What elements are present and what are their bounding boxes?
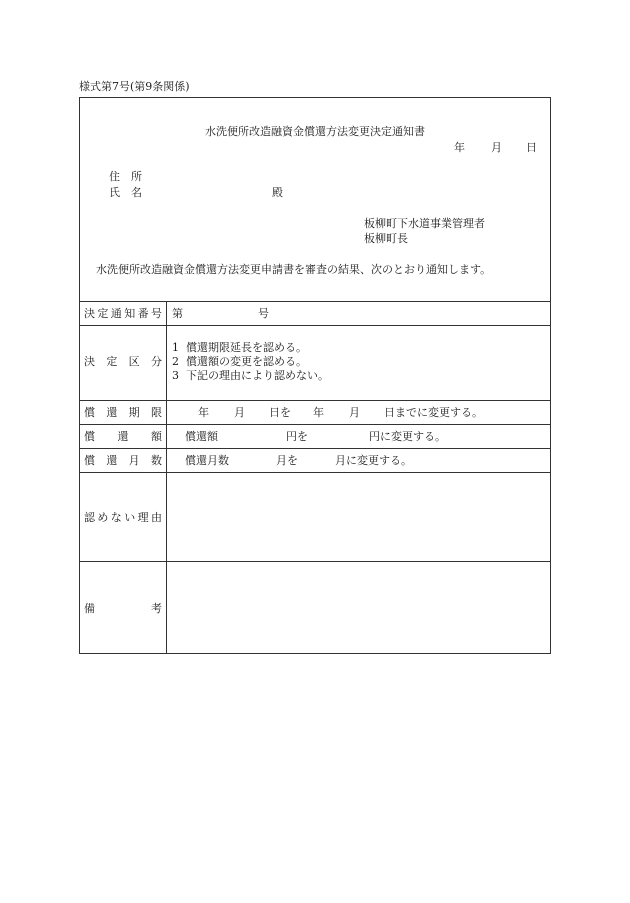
form-number-label: 様式第7号(第9条関係) [79,80,190,93]
notice-number-prefix: 第 [172,307,183,320]
deadline-field[interactable]: 年 月 日を 年 月 日までに変更する。 [198,406,483,419]
notice-number-suffix: 号 [258,307,269,320]
date-day: 日 [526,141,537,154]
decision-option-2[interactable]: 2 償還額の変更を認める。 [172,355,307,368]
months-field[interactable]: 償還月数 月を 月に変更する。 [185,454,412,467]
sender-title: 板柳町下水道事業管理者 [364,217,485,230]
body-text: 水洗便所改造融資金償還方法変更申請書を審査の結果、次のとおり通知します。 [96,263,492,276]
table-divider [80,301,550,302]
notice-number-label: 決定通知番号 [84,307,162,320]
name-label: 氏 名 [109,186,142,199]
sender-name: 板柳町長 [364,232,408,245]
amount-field[interactable]: 償還額 円を 円に変更する。 [185,430,446,443]
decision-label: 決定区分 [84,355,162,368]
notice-form [79,97,551,654]
table-divider [80,448,550,449]
date-year: 年 [454,141,465,154]
reason-label: 認めない理由 [84,511,162,524]
amount-label: 償還額 [84,430,162,443]
decision-option-1[interactable]: 1 償還期限延長を認める。 [172,341,307,354]
document-title: 水洗便所改造融資金償還方法変更決定通知書 [205,125,425,138]
table-divider [80,325,550,326]
honorific: 殿 [272,186,283,199]
remarks-label: 備考 [84,602,162,615]
table-column-divider [166,301,167,653]
remarks-field[interactable] [168,563,550,653]
months-label: 償還月数 [84,454,162,467]
address-label: 住 所 [109,170,142,183]
decision-option-3[interactable]: 3 下記の理由により認めない。 [172,369,329,382]
deadline-label: 償還期限 [84,406,162,419]
decision-options [172,341,329,383]
table-divider [80,472,550,473]
table-divider [80,561,550,562]
table-divider [80,424,550,425]
reason-field[interactable] [168,474,550,560]
notice-number-field[interactable] [172,308,269,319]
table-divider [80,400,550,401]
date-month: 月 [491,141,502,154]
